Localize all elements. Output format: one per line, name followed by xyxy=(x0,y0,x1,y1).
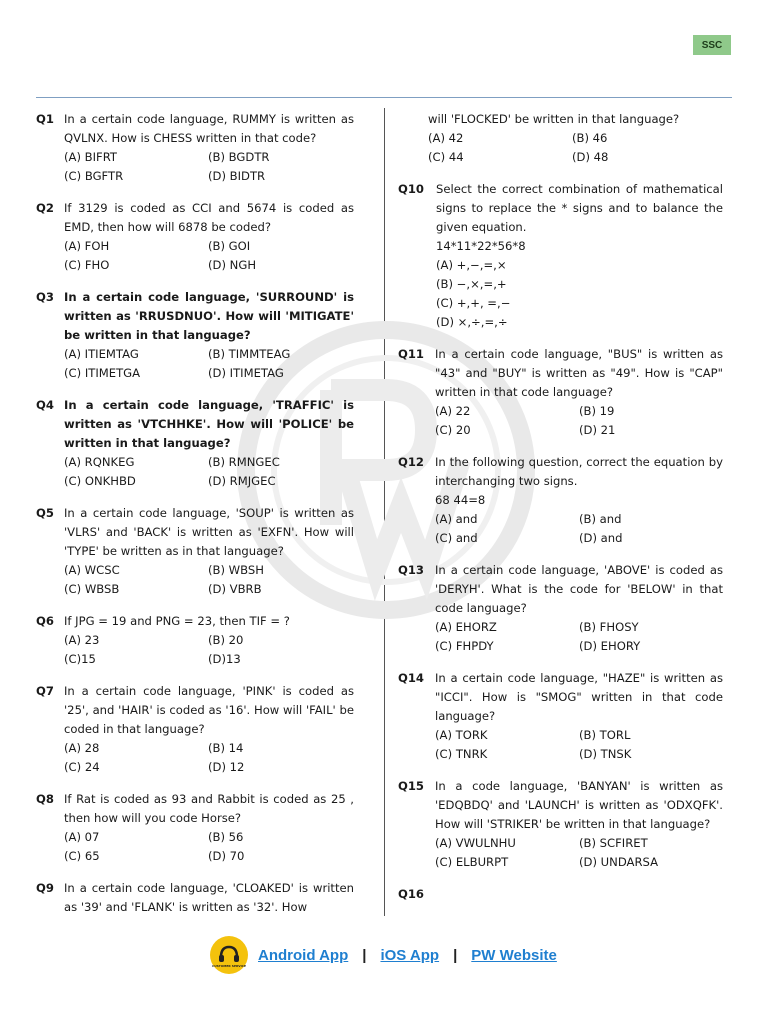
question-q3 xyxy=(36,288,354,383)
answer-option: (D) EHORY xyxy=(579,639,641,653)
question-q2 xyxy=(36,199,354,275)
answer-option: (A) 23 xyxy=(64,633,100,647)
answer-option: (D) BIDTR xyxy=(208,169,266,183)
question-text: In a certain code language, 'CLOAKED' is written as '39' and 'FLANK' is written as '32'. How xyxy=(64,881,354,914)
question-expression: 14*11*22*56*8 xyxy=(436,239,526,253)
question-q6 xyxy=(36,612,354,669)
question-body xyxy=(435,885,723,904)
answer-options xyxy=(64,561,354,599)
question-number: Q4 xyxy=(36,398,54,412)
question-text: If 3129 is coded as CCI and 5674 is coded as EMD, then how will 6878 be coded? xyxy=(64,201,354,234)
question-q4 xyxy=(36,396,354,491)
answer-option: (D) ITIMETAG xyxy=(208,366,284,380)
answer-option: (C) 44 xyxy=(428,150,464,164)
question-text: In a certain code language, 'SOUP' is written as 'VLRS' and 'BACK' is written as 'EXFN'. How will 'TYPE' be written as in that language? xyxy=(64,506,354,558)
question-q8 xyxy=(36,790,354,866)
answer-option: (B) TORL xyxy=(579,728,631,742)
question-text: In a certain code language, 'ABOVE' is coded as 'DERYH'. What is the code for 'BELOW' in that code language? xyxy=(435,563,723,615)
question-number: Q2 xyxy=(36,201,54,215)
answer-option: (D)13 xyxy=(208,652,241,666)
answer-options xyxy=(64,739,354,777)
answer-option: (A) 07 xyxy=(64,830,100,844)
answer-option: (B) BGDTR xyxy=(208,150,270,164)
question-body xyxy=(64,879,354,917)
answer-option: (B) GOI xyxy=(208,239,251,253)
answer-option: (A) VWULNHU xyxy=(435,836,516,850)
question-q12 xyxy=(398,453,723,548)
question-number: Q3 xyxy=(36,290,54,304)
answer-options xyxy=(435,402,723,440)
question-body xyxy=(435,345,723,440)
question-number: Q7 xyxy=(36,684,54,698)
question-q1 xyxy=(36,110,354,186)
answer-option: (C) ITIMETGA xyxy=(64,366,141,380)
question-body xyxy=(435,561,723,656)
question-q15 xyxy=(398,777,723,872)
answer-option: (B) FHOSY xyxy=(579,620,639,634)
question-body xyxy=(436,180,723,332)
question-body xyxy=(64,199,354,275)
separator: | xyxy=(362,946,367,964)
question-number: Q13 xyxy=(398,563,424,577)
answer-option: (B) −,×,=,+ xyxy=(436,277,507,291)
answer-option: (A) 22 xyxy=(435,404,471,418)
question-number: Q11 xyxy=(398,347,424,361)
question-number: Q16 xyxy=(398,887,424,901)
answer-option: (C) +,+, =,− xyxy=(436,296,511,310)
answer-options xyxy=(428,129,723,167)
question-body xyxy=(435,669,723,764)
answer-option: (B) and xyxy=(579,512,622,526)
customer-service-logo xyxy=(210,936,248,974)
question-text: In a certain code language, "HAZE" is written as "ICCI". How is "SMOG" written in that code language? xyxy=(435,671,723,723)
question-number: Q1 xyxy=(36,112,54,126)
question-number: Q15 xyxy=(398,779,424,793)
answer-options xyxy=(64,828,354,866)
question-text: If Rat is coded as 93 and Rabbit is coded as 25 , then how will you code Horse? xyxy=(64,792,354,825)
ios-app-link[interactable]: iOS App xyxy=(380,946,440,964)
question-text: will 'FLOCKED' be written in that language? xyxy=(428,112,680,126)
answer-option: (D) VBRB xyxy=(208,582,262,596)
question-text: In a certain code language, "BUS" is written as "43" and "BUY" is written as "49". How is "CAP" written in that code language? xyxy=(435,347,723,399)
question-q13 xyxy=(398,561,723,656)
pw-website-link[interactable]: PW Website xyxy=(471,946,557,964)
answer-options xyxy=(435,510,723,548)
answer-options xyxy=(435,834,723,872)
question-q7 xyxy=(36,682,354,777)
answer-option: (D) ×,÷,=,÷ xyxy=(436,315,508,329)
footer-links xyxy=(210,935,557,975)
question-q11 xyxy=(398,345,723,440)
answer-options xyxy=(435,618,723,656)
answer-options xyxy=(64,453,354,491)
header-rule xyxy=(36,97,732,98)
question-number: Q10 xyxy=(398,182,424,196)
answer-option: (B) 19 xyxy=(579,404,615,418)
question-expression: 68 44=8 xyxy=(435,493,486,507)
question-number: Q12 xyxy=(398,455,424,469)
answer-option: (C)15 xyxy=(64,652,96,666)
headset-icon xyxy=(212,942,246,968)
question-text: Select the correct combination of mathematical signs to replace the * signs and to balance the given equation. xyxy=(436,182,723,234)
question-text: In a certain code language, RUMMY is written as QVLNX. How is CHESS written in that code? xyxy=(64,112,354,145)
question-text: If JPG = 19 and PNG = 23, then TIF = ? xyxy=(64,614,290,628)
answer-option: (B) 20 xyxy=(208,633,244,647)
svg-text:CUSTOMER SERVICE: CUSTOMER SERVICE xyxy=(212,964,246,968)
answer-option: (D) 70 xyxy=(208,849,245,863)
exam-badge: SSC xyxy=(693,35,731,55)
question-body xyxy=(64,612,354,669)
question-body xyxy=(435,453,723,548)
answer-option: (D) 12 xyxy=(208,760,245,774)
answer-option: (B) 46 xyxy=(572,131,608,145)
answer-option: (C) ELBURPT xyxy=(435,855,509,869)
question-body xyxy=(64,288,354,383)
answer-option: (C) 65 xyxy=(64,849,100,863)
answer-option: (D) 21 xyxy=(579,423,616,437)
answer-option: (A) EHORZ xyxy=(435,620,497,634)
answer-option: (B) RMNGEC xyxy=(208,455,280,469)
android-app-link[interactable]: Android App xyxy=(258,946,349,964)
question-text: In a certain code language, 'SURROUND' is written as 'RRUSDNUO'. How will 'MITIGATE' be written in that language? xyxy=(64,290,354,342)
left-column xyxy=(36,110,354,930)
answer-option: (A) +,−,=,× xyxy=(436,258,507,272)
answer-option: (D) TNSK xyxy=(579,747,632,761)
answer-option: (A) 28 xyxy=(64,741,100,755)
answer-options xyxy=(64,148,354,186)
question-body xyxy=(64,504,354,599)
question-body xyxy=(435,777,723,872)
answer-option: (C) TNRK xyxy=(435,747,488,761)
answer-options xyxy=(64,237,354,275)
question-body xyxy=(64,682,354,777)
answer-option: (C) WBSB xyxy=(64,582,120,596)
question-q14 xyxy=(398,669,723,764)
answer-option: (D) RMJGEC xyxy=(208,474,276,488)
answer-options xyxy=(64,345,354,383)
answer-option: (A) and xyxy=(435,512,478,526)
answer-option: (D) 48 xyxy=(572,150,609,164)
question-body xyxy=(64,396,354,491)
answer-option: (D) NGH xyxy=(208,258,257,272)
question-body xyxy=(64,790,354,866)
answer-option: (D) and xyxy=(579,531,623,545)
answer-option: (C) BGFTR xyxy=(64,169,124,183)
answer-option: (A) ITIEMTAG xyxy=(64,347,139,361)
answer-option: (A) RQNKEG xyxy=(64,455,135,469)
answer-option: (B) SCFIRET xyxy=(579,836,648,850)
question-body xyxy=(64,110,354,186)
question-q9 xyxy=(36,879,354,917)
answer-option: (C) 24 xyxy=(64,760,100,774)
question-text: In a certain code language, 'PINK' is coded as '25', and 'HAIR' is coded as '16'. How will 'FAIL' be coded in that language? xyxy=(64,684,354,736)
question-number: Q9 xyxy=(36,881,54,895)
question-text: In a code language, 'BANYAN' is written as 'EDQBDQ' and 'LAUNCH' is written as 'ODXQFK'. How will 'STRIKER' be written in that language? xyxy=(435,779,723,831)
answer-option: (A) TORK xyxy=(435,728,488,742)
answer-option: (A) WCSC xyxy=(64,563,120,577)
answer-option: (B) WBSH xyxy=(208,563,264,577)
question-number: Q6 xyxy=(36,614,54,628)
question-number: Q8 xyxy=(36,792,54,806)
answer-options xyxy=(64,631,354,669)
answer-option: (B) 14 xyxy=(208,741,244,755)
question-text: In a certain code language, 'TRAFFIC' is written as 'VTCHHKE'. How will 'POLICE' be written in that language? xyxy=(64,398,354,450)
question-q10 xyxy=(398,180,723,332)
separator: | xyxy=(453,946,458,964)
answer-option: (C) 20 xyxy=(435,423,471,437)
question-number: Q14 xyxy=(398,671,424,685)
answer-option: (C) ONKHBD xyxy=(64,474,136,488)
answer-option: (D) UNDARSA xyxy=(579,855,659,869)
right-column xyxy=(398,110,723,917)
question-q16 xyxy=(398,885,723,904)
question-number: Q5 xyxy=(36,506,54,520)
question-text: In the following question, correct the equation by interchanging two signs. xyxy=(435,455,723,488)
answer-option: (B) TIMMTEAG xyxy=(208,347,291,361)
answer-option: (B) 56 xyxy=(208,830,244,844)
answer-option: (A) BIFRT xyxy=(64,150,117,164)
answer-option: (C) and xyxy=(435,531,478,545)
answer-options xyxy=(435,726,723,764)
q9-continuation xyxy=(428,110,723,167)
answer-option: (C) FHPDY xyxy=(435,639,494,653)
answer-option: (C) FHO xyxy=(64,258,110,272)
answer-option: (A) 42 xyxy=(428,131,464,145)
answer-option: (A) FOH xyxy=(64,239,110,253)
question-q5 xyxy=(36,504,354,599)
